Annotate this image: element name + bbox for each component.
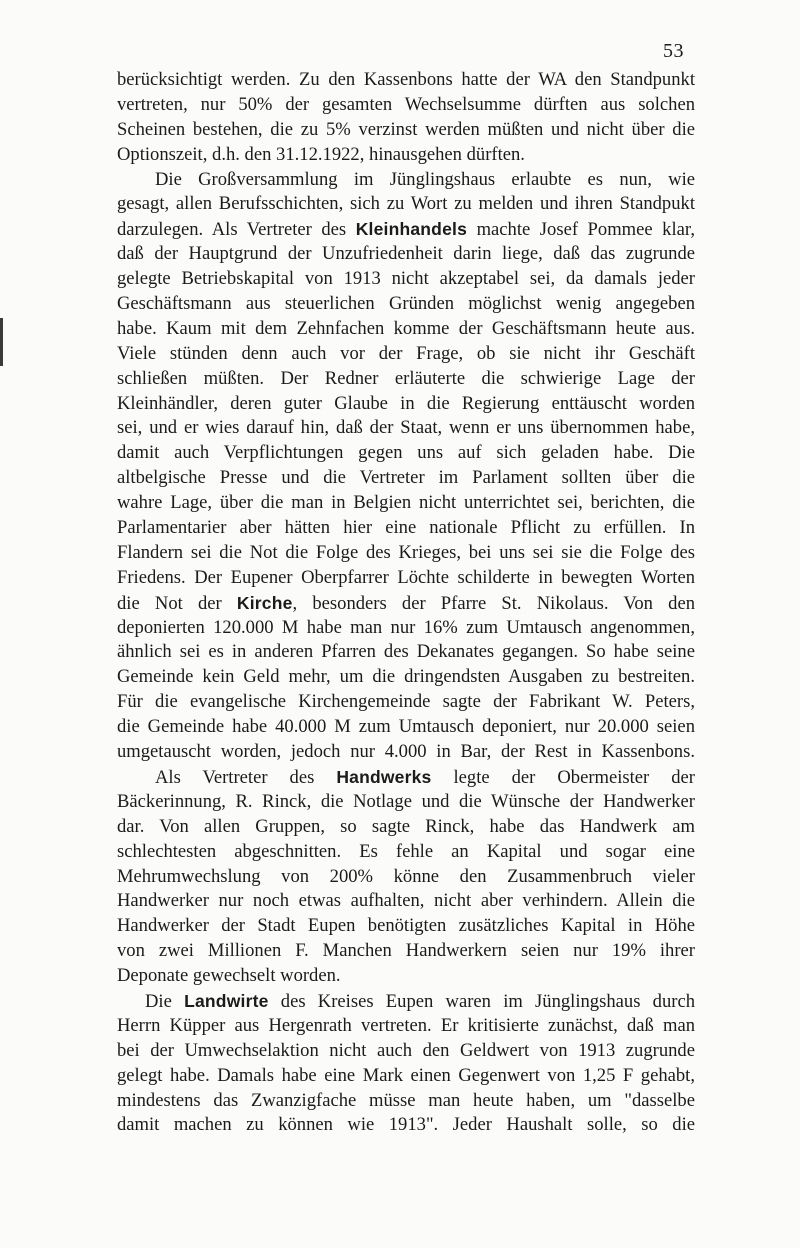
text-segment: dar. Von allen Gruppen, so sagte Rinck, habe das Handwerk am — [117, 815, 695, 837]
text-segment: damit machen zu können wie 1913". Jeder Haushalt solle, so die — [117, 1114, 695, 1136]
text-segment: des Kreises Eupen waren im Jünglingshaus durch — [268, 990, 695, 1012]
text-line — [117, 865, 695, 890]
text-segment: deponierten 120.000 M habe man nur 16% zum Umtausch angenommen, — [117, 616, 695, 638]
text-line — [117, 616, 695, 641]
text-segment: darzulegen. Als Vertreter des — [117, 219, 356, 241]
text-segment: Herrn Küpper aus Hergenrath vertreten. Er kritisierte zunächst, daß man — [117, 1014, 695, 1036]
text-segment: ähnlich sei es in anderen Pfarren des Dekanates gegangen. So habe seine — [117, 641, 695, 663]
text-line — [117, 939, 695, 964]
text-segment: , besonders der Pfarre St. Nikolaus. Von den — [292, 592, 695, 614]
text-line — [117, 566, 695, 591]
text-segment: Optionszeit, d.h. den 31.12.1922, hinausgehen dürften. — [117, 143, 525, 165]
text-line — [117, 665, 695, 690]
text-line — [117, 640, 695, 665]
text-line — [117, 441, 695, 466]
text-segment: gelegte Betriebskapital von 1913 nicht akzeptabel sei, da damals jeder — [117, 268, 695, 290]
text-line — [117, 1014, 695, 1039]
text-segment: damit auch Verpflichtungen gegen uns auf sich geladen habe. Die — [117, 442, 695, 464]
text-line — [117, 740, 695, 765]
text-segment: Für die evangelische Kirchengemeinde sagte der Fabrikant W. Peters, — [117, 691, 695, 713]
text-segment: Kleinhändler, deren guter Glaube in die Regierung enttäuscht worden — [117, 392, 695, 414]
text-segment: Handwerker der Stadt Eupen benötigten zusätzliches Kapital in Höhe — [117, 915, 695, 937]
text-line — [117, 715, 695, 740]
text-segment: Handwerker nur noch etwas aufhalten, nicht aber verhindern. Allein die — [117, 890, 695, 912]
text-line — [117, 466, 695, 491]
text-segment: von zwei Millionen F. Manchen Handwerkern seien nur 19% ihrer — [117, 940, 695, 962]
text-segment: gesagt, allen Berufsschichten, sich zu Wort zu melden und ihren Standpukt — [117, 193, 695, 215]
text-segment: die Gemeinde habe 40.000 M zum Umtausch deponiert, nur 20.000 seien — [117, 716, 695, 738]
text-segment: Als Vertreter des — [155, 766, 337, 788]
text-segment: Flandern sei die Not die Folge des Krieges, bei uns sei sie die Folge des — [117, 541, 695, 563]
text-line — [117, 267, 695, 292]
text-line — [117, 541, 695, 566]
text-segment: sei, und er wies darauf hin, daß der Staat, wenn er uns übernommen habe, — [117, 417, 695, 439]
emphasized-term: Kirche — [236, 592, 293, 613]
text-segment: Die Großversammlung im Jünglingshaus erlaubte es nun, wie — [155, 168, 695, 190]
text-segment: Geschäftsmann aus steuerlichen Gründen möglichst wenig angegeben — [117, 293, 695, 315]
text-line — [117, 516, 695, 541]
emphasized-term: Kleinhandels — [355, 219, 468, 240]
text-line — [117, 392, 695, 417]
text-segment: Bäckerinnung, R. Rinck, die Notlage und die Wünsche der Handwerker — [117, 790, 695, 812]
text-line — [117, 242, 695, 267]
text-segment: bei der Umwechselaktion nicht auch den Geldwert von 1913 zugrunde — [117, 1039, 695, 1061]
text-line — [117, 964, 695, 989]
text-segment: Viele stünden denn auch vor der Frage, ob sie nicht ihr Geschäft — [117, 342, 695, 364]
text-segment: berücksichtigt werden. Zu den Kassenbons hatte der WA den Standpunkt — [117, 69, 695, 90]
text-line — [117, 292, 695, 317]
text-line — [117, 143, 695, 168]
page-number: 53 — [663, 40, 684, 62]
emphasized-term: Handwerks — [336, 766, 432, 787]
text-line — [117, 1039, 695, 1064]
text-line — [117, 367, 695, 392]
text-segment: Gemeinde kein Geld mehr, um die dringendsten Ausgaben zu bestreiten. — [117, 666, 695, 688]
text-line — [117, 840, 695, 865]
text-line — [117, 690, 695, 715]
text-line — [117, 118, 695, 143]
text-line — [117, 591, 695, 616]
text-segment: Deponate gewechselt worden. — [117, 965, 341, 987]
text-line — [117, 989, 695, 1014]
body-text — [117, 68, 695, 1138]
text-segment: Friedens. Der Eupener Oberpfarrer Löchte schilderte in bewegten Worten — [117, 566, 695, 588]
text-line — [117, 889, 695, 914]
text-segment: altbelgische Presse und die Vertreter im Parlament sollten über die — [117, 467, 695, 489]
text-segment: mindestens das Zwanzigfache müsse man heute haben, um "dasselbe — [117, 1089, 695, 1111]
text-segment: gelegt habe. Damals habe eine Mark einen Gegenwert von 1,25 F gehabt, — [117, 1064, 695, 1086]
text-line — [117, 491, 695, 516]
text-segment: Scheinen bestehen, die zu 5% verzinst werden müßten und nicht über die — [117, 118, 695, 140]
text-line — [117, 93, 695, 118]
text-segment: habe. Kaum mit dem Zehnfachen komme der Geschäftsmann heute aus. — [117, 317, 695, 339]
text-segment: die Not der — [117, 592, 237, 614]
text-segment: daß der Hauptgrund der Unzufriedenheit darin liege, daß das zugrunde — [117, 243, 695, 265]
text-line — [117, 815, 695, 840]
margin-mark — [0, 318, 3, 366]
text-segment: Parlamentarier aber hätten hier eine nationale Pflicht zu erfüllen. In — [117, 517, 695, 539]
text-line — [117, 914, 695, 939]
text-segment: machte Josef Pommee klar, — [467, 219, 695, 241]
text-segment: schlechtesten abgeschnitten. Es fehle an Kapital und sogar eine — [117, 840, 695, 862]
text-line — [117, 342, 695, 367]
emphasized-term: Landwirte — [184, 990, 269, 1011]
text-line — [117, 1113, 695, 1138]
text-segment: vertreten, nur 50% der gesamten Wechselsumme dürften aus solchen — [117, 93, 695, 115]
text-segment: legte der Obermeister der — [431, 766, 695, 788]
text-segment: wahre Lage, über die man in Belgien nicht unterrichtet sei, berichten, die — [117, 492, 695, 514]
text-line — [117, 765, 695, 790]
text-line — [117, 416, 695, 441]
text-line — [117, 317, 695, 342]
text-segment: Mehrumwechslung von 200% könne den Zusammenbruch vieler — [117, 865, 695, 887]
text-segment: schließen müßten. Der Redner erläuterte die schwierige Lage der — [117, 367, 695, 389]
text-line — [117, 790, 695, 815]
text-segment: umgetauscht worden, jedoch nur 4.000 in Bar, der Rest in Kassenbons. — [117, 741, 695, 763]
text-line — [117, 1064, 695, 1089]
text-line — [117, 168, 695, 193]
text-line — [117, 68, 695, 93]
text-line — [117, 217, 695, 242]
text-line — [117, 192, 695, 217]
text-line — [117, 1089, 695, 1114]
text-segment: Die — [145, 990, 185, 1012]
